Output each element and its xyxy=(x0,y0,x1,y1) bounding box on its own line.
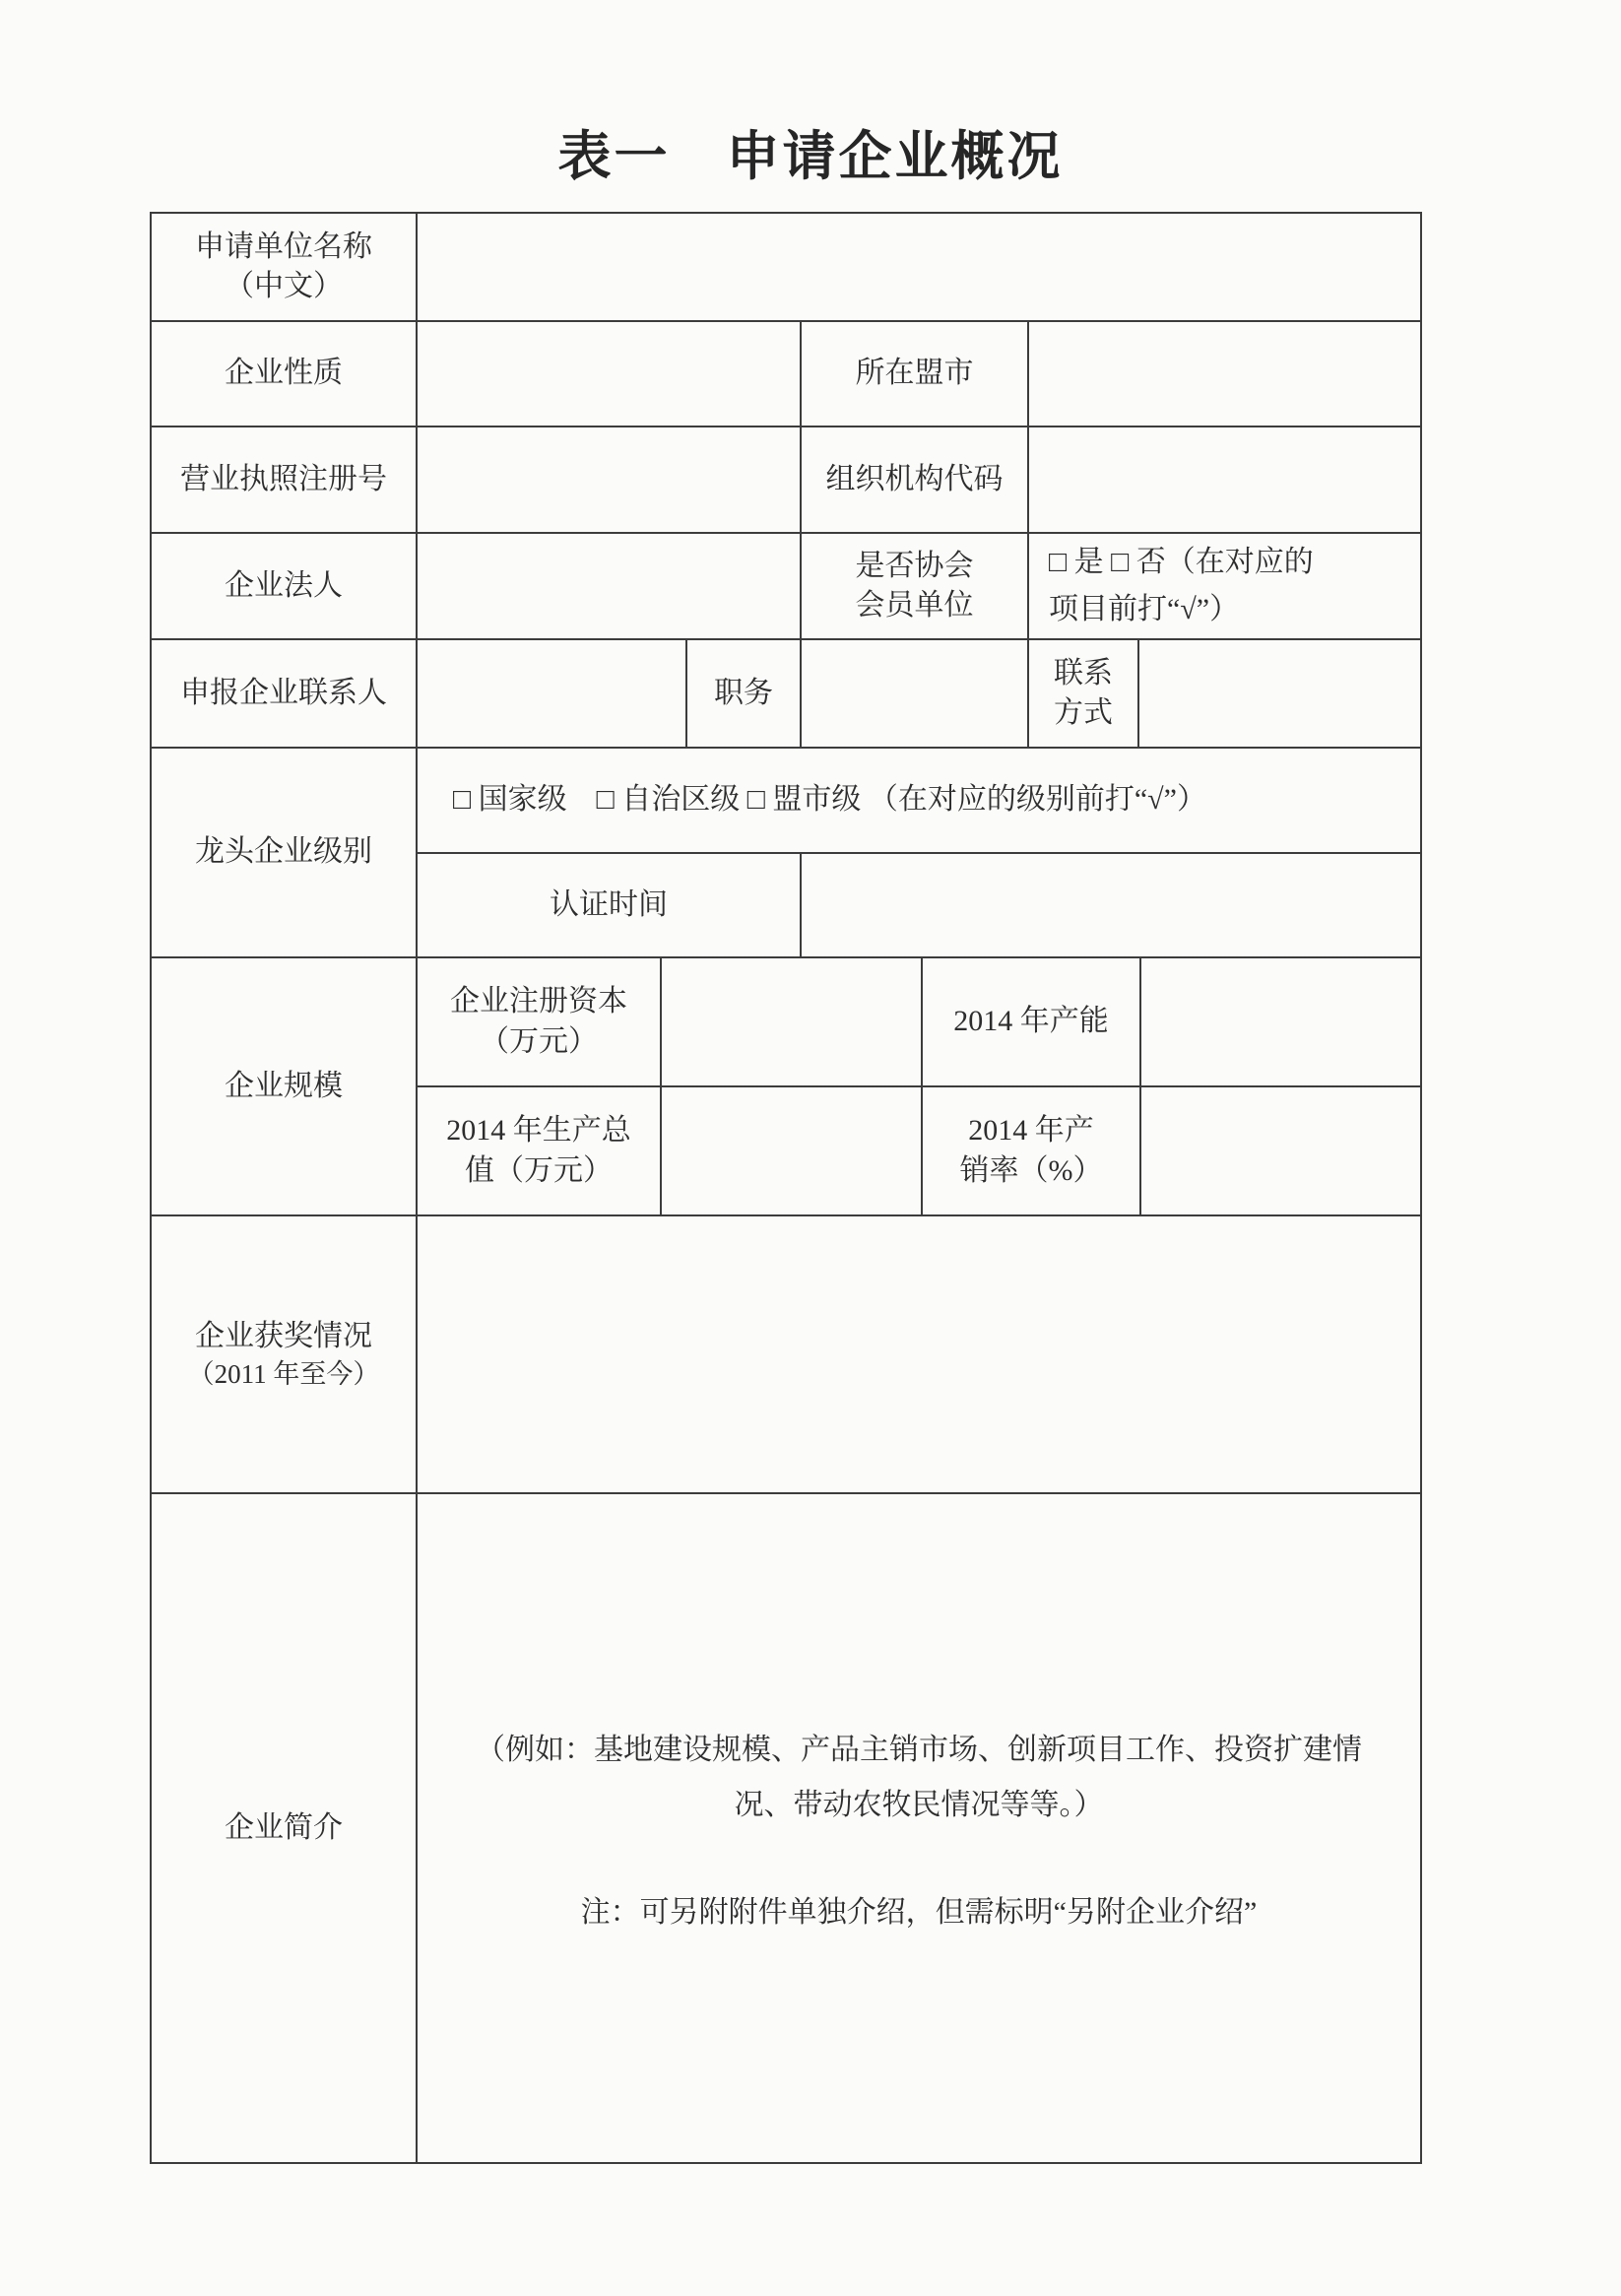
field-label-contact-person: 申报企业联系人 xyxy=(152,640,418,747)
row-applicant-name xyxy=(152,214,1420,322)
row-license-number xyxy=(152,427,1420,534)
field-label-organization-code: 组织机构代码 xyxy=(802,427,1029,532)
field-label-league-city: 所在盟市 xyxy=(802,322,1029,426)
field-label-awards: 企业获奖情况 （2011 年至今） xyxy=(152,1216,418,1492)
application-form-table xyxy=(150,212,1422,2164)
field-label-certification-time: 认证时间 xyxy=(418,854,802,957)
field-label-position: 职务 xyxy=(687,640,802,747)
input-cell-sales-rate-2014 xyxy=(1141,1087,1420,1214)
input-cell-enterprise-intro xyxy=(418,1494,1420,2162)
field-label-applicant-name: 申请单位名称 （中文） xyxy=(152,214,418,320)
field-label-contact-method: 联系 方式 xyxy=(1029,640,1139,747)
checkbox-option-yes-no: □ 是 □ 否（在对应的 xyxy=(1049,546,1314,578)
subrow-certification-time xyxy=(418,854,1420,957)
input-cell-position xyxy=(802,640,1029,747)
field-label-gross-output-2014: 2014 年生产总 值（万元） xyxy=(418,1087,662,1214)
page-title: 表一 申请企业概况 xyxy=(557,127,1064,186)
input-cell-organization-code xyxy=(1029,427,1420,532)
subrow-output-sales xyxy=(418,1087,1420,1214)
field-label-registered-capital: 企业注册资本 （万元） xyxy=(418,958,662,1085)
field-label-enterprise-intro: 企业简介 xyxy=(152,1494,418,2162)
input-cell-contact-person xyxy=(418,640,687,747)
field-label-association-member: 是否协会 会员单位 xyxy=(802,534,1029,638)
field-label-capacity-2014: 2014 年产能 xyxy=(923,958,1141,1085)
checkbox-group-level: □ 国家级 □ 自治区级 □ 盟市级 （在对应的级别前打“√”） xyxy=(453,783,1206,816)
field-label-leading-level: 龙头企业级别 xyxy=(152,749,418,956)
input-cell-capacity-2014 xyxy=(1141,958,1420,1085)
input-cell-license-number xyxy=(418,427,802,532)
row-enterprise-nature xyxy=(152,322,1420,427)
input-cell-contact-method xyxy=(1139,640,1420,747)
row-contact-person xyxy=(152,640,1420,749)
input-cell-enterprise-nature xyxy=(418,322,802,426)
input-cell-awards xyxy=(418,1216,1420,1492)
field-label-enterprise-nature: 企业性质 xyxy=(152,322,418,426)
row-enterprise-scale xyxy=(152,958,1420,1216)
input-cell-applicant-name xyxy=(418,214,1420,320)
row-awards xyxy=(152,1216,1420,1494)
input-cell-certification-time xyxy=(802,854,1420,957)
row-leading-enterprise-level xyxy=(152,749,1420,958)
input-cell-legal-person xyxy=(418,534,802,638)
subrow-level-options xyxy=(418,749,1420,854)
input-cell-gross-output-2014 xyxy=(662,1087,923,1214)
row-enterprise-intro xyxy=(152,1494,1420,2162)
row-legal-person xyxy=(152,534,1420,640)
field-label-sales-rate-2014: 2014 年产 销率（%） xyxy=(923,1087,1141,1214)
input-cell-registered-capital xyxy=(662,958,923,1085)
field-label-enterprise-scale: 企业规模 xyxy=(152,958,418,1214)
intro-hint-text: （例如：基地建设规模、产品主销市场、创新项目工作、投资扩建情 况、带动农牧民情况等等。） xyxy=(476,1734,1362,1821)
subrow-capital-capacity xyxy=(418,958,1420,1087)
field-label-license-number: 营业执照注册号 xyxy=(152,427,418,532)
field-label-legal-person: 企业法人 xyxy=(152,534,418,638)
input-cell-league-city xyxy=(1029,322,1420,426)
checkbox-group-association-member: □ 是 □ 否（在对应的 项目前打“√”） xyxy=(1029,534,1420,638)
intro-note-text: 注：可另附附件单独介绍，但需标明“另附企业介绍” xyxy=(580,1896,1258,1930)
